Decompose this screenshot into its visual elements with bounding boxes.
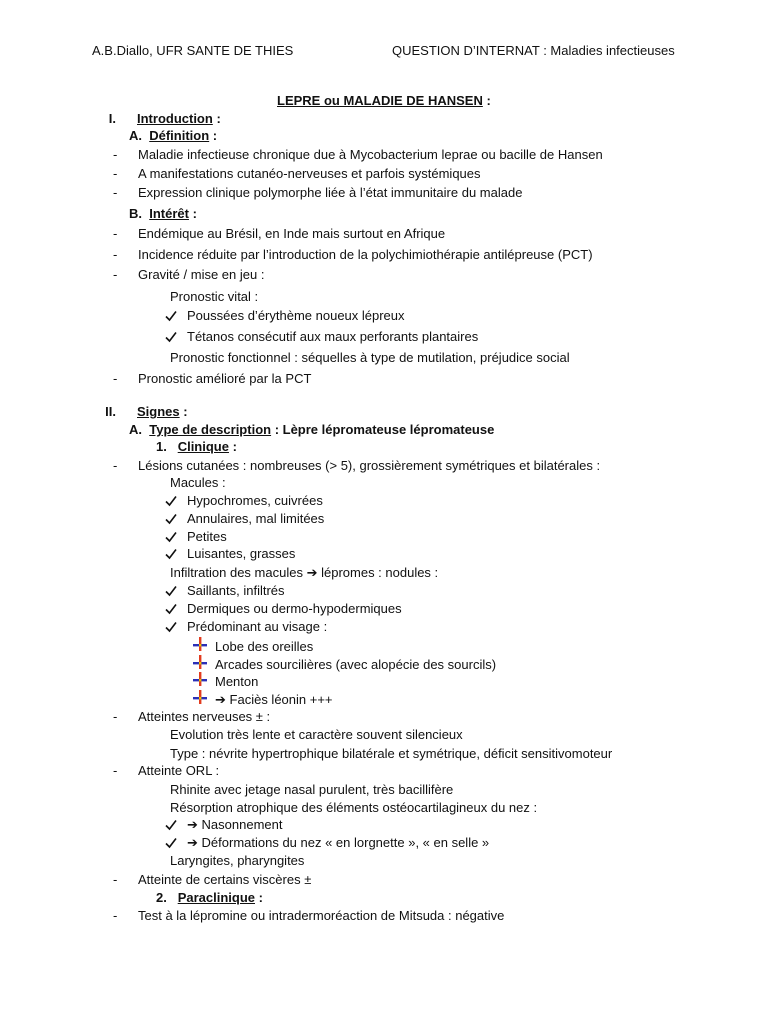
title-text: LEPRE ou MALADIE DE HANSEN <box>277 93 483 108</box>
indented-text: Rhinite avec jetage nasal purulent, très bacillifère <box>170 782 454 797</box>
section-number: II. <box>105 404 116 419</box>
list-item: Test à la lépromine ou intradermoréaction de Mitsuda : négative <box>138 908 505 923</box>
check-item <box>165 583 285 599</box>
cross-bullet-icon <box>193 672 215 690</box>
check-icon <box>165 835 187 851</box>
subsection-number: B. <box>129 206 142 221</box>
dash-marker: - <box>113 267 118 282</box>
cross-bullet-item <box>193 690 333 708</box>
dash-marker: - <box>113 709 118 724</box>
check-icon <box>165 329 187 345</box>
arrow-icon: ➔ <box>306 565 318 580</box>
arrow-icon: ➔ <box>215 692 226 707</box>
cross-bullet-text: Lobe des oreilles <box>215 639 314 654</box>
check-text: Prédominant au visage : <box>187 619 328 634</box>
list-item: Atteinte de certains viscères ± <box>138 872 312 887</box>
subsection-suffix: : Lèpre lépromateuse lépromateuse <box>271 422 495 437</box>
cross-bullet-icon <box>193 637 215 655</box>
infiltration-line <box>170 565 438 581</box>
dash-marker: - <box>113 371 118 386</box>
list-item: Lésions cutanées : nombreuses (> 5), grossièrement symétriques et bilatérales : <box>138 458 601 473</box>
check-text: Petites <box>187 529 227 544</box>
section-heading <box>137 111 221 127</box>
subsubsection-suffix: : <box>255 890 263 905</box>
dash-marker: - <box>113 226 118 241</box>
section-suffix: : <box>212 111 221 126</box>
subsection-number: A. <box>129 128 142 143</box>
section-title: Introduction <box>137 111 213 126</box>
check-icon <box>165 583 187 599</box>
check-item <box>165 493 323 509</box>
subsection-number: A. <box>129 422 142 437</box>
check-text: Saillants, infiltrés <box>187 583 285 598</box>
dash-marker: - <box>113 458 118 473</box>
dash-marker: - <box>113 166 118 181</box>
section-number: I. <box>108 111 116 126</box>
subsubsection-heading <box>156 439 237 455</box>
header-right: QUESTION D’INTERNAT : Maladies infectieuses <box>392 43 675 58</box>
cross-bullet-item <box>193 637 313 655</box>
check-text: Tétanos consécutif aux maux perforants plantaires <box>187 329 479 344</box>
cross-bullet-item <box>193 672 258 690</box>
check-text: Dermiques ou dermo-hypodermiques <box>187 601 402 616</box>
cross-bullet-text: Arcades sourcilières (avec alopécie des sourcils) <box>215 657 497 672</box>
subsection-suffix: : <box>209 128 218 143</box>
check-text: Annulaires, mal limitées <box>187 511 325 526</box>
subsubsection-suffix: : <box>228 439 237 454</box>
list-item: Expression clinique polymorphe liée à l’état immunitaire du malade <box>138 185 523 200</box>
header-left: A.B.Diallo, UFR SANTE DE THIES <box>92 43 294 58</box>
subsubsection-heading <box>156 890 263 906</box>
subsubsection-number: 2. <box>156 890 167 905</box>
title-suffix: : <box>482 93 491 108</box>
subsection-heading <box>129 422 494 438</box>
check-item <box>165 308 405 324</box>
section-suffix: : <box>179 404 188 419</box>
dash-marker: - <box>113 872 118 887</box>
list-item: Pronostic amélioré par la PCT <box>138 371 312 386</box>
infiltration-text-b: lépromes : nodules : <box>317 565 439 580</box>
subsection-heading <box>129 206 197 222</box>
list-item: Incidence réduite par l’introduction de la polychimiothérapie antilépreuse (PCT) <box>138 247 593 262</box>
list-item: Atteinte ORL : <box>138 763 220 778</box>
check-text: Hypochromes, cuivrées <box>187 493 323 508</box>
cross-bullet-text: Faciès léonin +++ <box>229 692 333 707</box>
check-icon <box>165 308 187 324</box>
pronostic-fonctionnel: Pronostic fonctionnel : séquelles à type de mutilation, préjudice social <box>170 350 570 365</box>
subsubsection-title: Paraclinique <box>177 890 255 905</box>
check-item <box>165 835 489 851</box>
check-icon <box>165 817 187 833</box>
document-title <box>277 93 491 109</box>
list-item: A manifestations cutanéo-nerveuses et parfois systémiques <box>138 166 481 181</box>
cross-bullet-text: Menton <box>215 674 259 689</box>
list-item: Maladie infectieuse chronique due à Mycobacterium leprae ou bacille de Hansen <box>138 147 603 162</box>
subsubsection-number: 1. <box>156 439 167 454</box>
section-title: Signes <box>137 404 180 419</box>
dash-marker: - <box>113 185 118 200</box>
subsection-title: Définition <box>149 128 210 143</box>
cross-bullet-icon <box>193 655 215 673</box>
check-icon <box>165 546 187 562</box>
indented-text: Type : névrite hypertrophique bilatérale et symétrique, déficit sensitivomoteur <box>170 746 613 761</box>
cross-bullet-item <box>193 655 496 673</box>
list-item: Endémique au Brésil, en Inde mais surtout en Afrique <box>138 226 446 241</box>
dash-marker: - <box>113 147 118 162</box>
section-heading <box>137 404 188 420</box>
check-icon <box>165 511 187 527</box>
subsubsection-title: Clinique <box>177 439 229 454</box>
infiltration-text-a: Infiltration des macules <box>170 565 307 580</box>
dash-marker: - <box>113 247 118 262</box>
subsection-title: Intérêt <box>149 206 189 221</box>
check-item <box>165 601 402 617</box>
check-icon <box>165 619 187 635</box>
indented-text: Evolution très lente et caractère souvent silencieux <box>170 727 463 742</box>
subsection-title: Type de description <box>149 422 272 437</box>
check-text: Luisantes, grasses <box>187 546 296 561</box>
check-item <box>165 546 295 562</box>
check-item <box>165 329 478 345</box>
indented-text: Laryngites, pharyngites <box>170 853 305 868</box>
check-item <box>165 511 324 527</box>
check-icon <box>165 529 187 545</box>
check-item <box>165 529 227 545</box>
check-text: Nasonnement <box>201 817 283 832</box>
dash-marker: - <box>113 763 118 778</box>
subsection-suffix: : <box>188 206 197 221</box>
check-item <box>165 619 327 635</box>
indented-text: Résorption atrophique des éléments ostéocartilagineux du nez : <box>170 800 538 815</box>
macules-label: Macules : <box>170 475 226 490</box>
check-item <box>165 817 282 833</box>
subsection-heading <box>129 128 217 144</box>
arrow-icon: ➔ <box>187 835 198 850</box>
check-text: Déformations du nez « en lorgnette », « en selle » <box>201 835 490 850</box>
check-icon <box>165 493 187 509</box>
pronostic-vital-label: Pronostic vital : <box>170 289 259 304</box>
check-text: Poussées d’érythème noueux lépreux <box>187 308 405 323</box>
list-item: Gravité / mise en jeu : <box>138 267 265 282</box>
dash-marker: - <box>113 908 118 923</box>
check-icon <box>165 601 187 617</box>
arrow-icon: ➔ <box>187 817 198 832</box>
list-item: Atteintes nerveuses ± : <box>138 709 271 724</box>
cross-bullet-icon <box>193 690 215 708</box>
